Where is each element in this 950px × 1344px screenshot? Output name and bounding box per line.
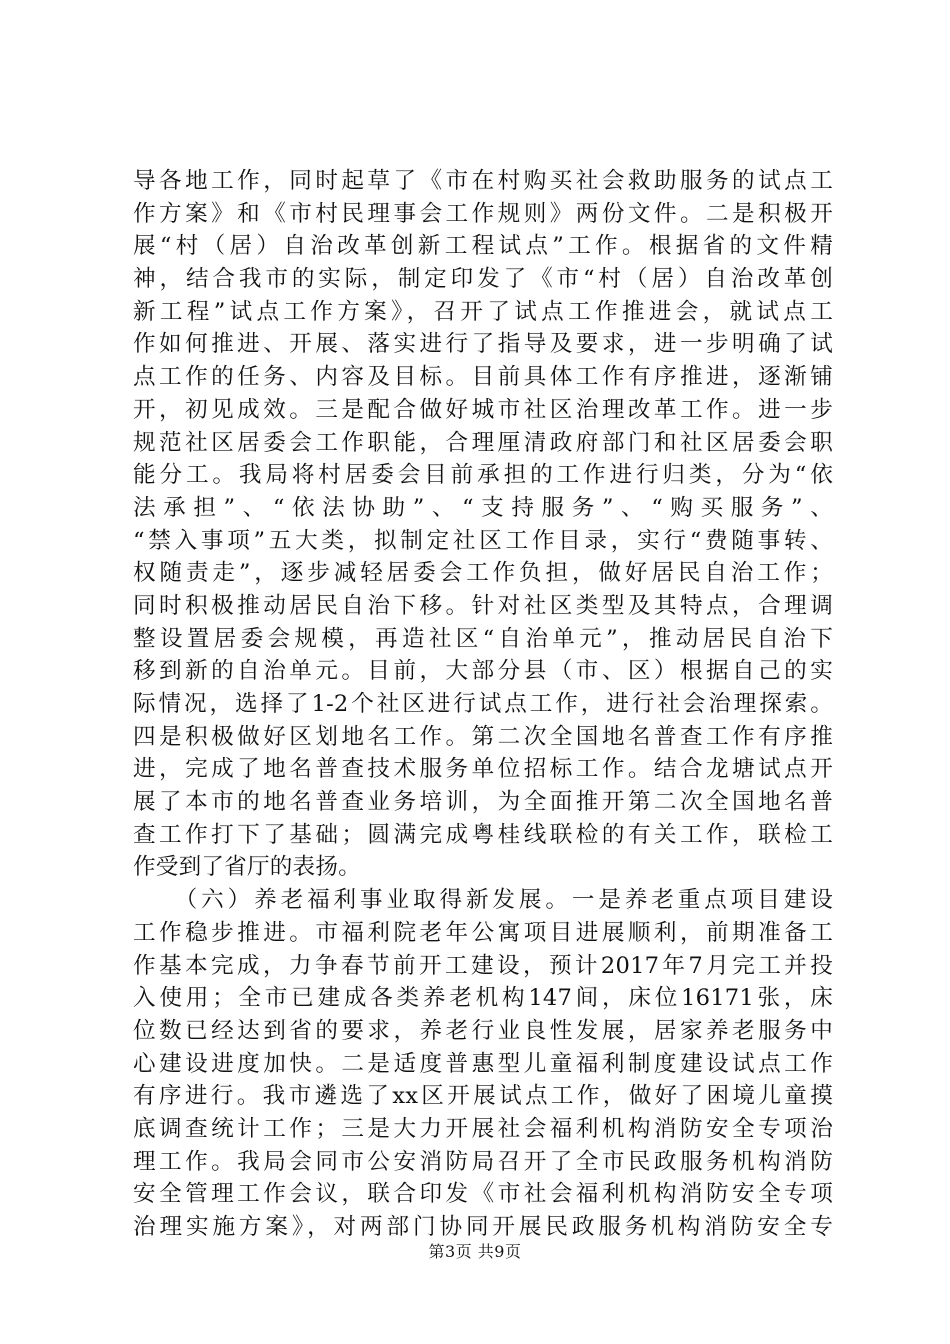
text-line: 能分工。我局将村居委会目前承担的工作进行归类，分为“依 — [133, 462, 833, 489]
text-line: 新工程”试点工作方案》，召开了试点工作推进会，就试点工 — [133, 298, 833, 325]
text-line: 作如何推进、开展、落实进行了指导及要求，进一步明确了试 — [133, 331, 833, 358]
text-line: 位数已经达到省的要求，养老行业良性发展，居家养老服务中 — [133, 1017, 833, 1044]
text-line: 神，结合我市的实际，制定印发了《市“村（居）自治改革创 — [133, 266, 833, 293]
text-line: 底调查统计工作；三是大力开展社会福利机构消防安全专项治 — [133, 1115, 833, 1142]
text-line: 作方案》和《市村民理事会工作规则》两份文件。二是积极开 — [133, 200, 833, 227]
body-text — [133, 165, 833, 1244]
text-line: 移到新的自治单元。目前，大部分县（市、区）根据自己的实 — [133, 658, 833, 685]
text-line: 查工作打下了基础；圆满完成粤桂线联检的有关工作，联检工 — [133, 821, 833, 848]
text-line: 规范社区居委会工作职能，合理厘清政府部门和社区居委会职 — [133, 429, 833, 456]
text-line: 整设置居委会规模，再造社区“自治单元”，推动居民自治下 — [133, 625, 833, 652]
text-line: 同时积极推动居民自治下移。针对社区类型及其特点，合理调 — [133, 592, 833, 619]
text-line: 四是积极做好区划地名工作。第二次全国地名普查工作有序推 — [133, 723, 833, 750]
text-line: 展了本市的地名普查业务培训，为全面推开第二次全国地名普 — [133, 789, 833, 816]
text-line: 进，完成了地名普查技术服务单位招标工作。结合龙塘试点开 — [133, 756, 833, 783]
paragraph-start-line: （六）养老福利事业取得新发展。一是养老重点项目建设 — [133, 887, 833, 914]
text-line: 法承担”、“依法协助”、“支持服务”、“购买服务”、 — [133, 494, 833, 521]
text-line: 权随责走”，逐步减轻居委会工作负担，做好居民自治工作； — [133, 560, 833, 587]
text-line: 入使用；全市已建成各类养老机构147间，床位16171张，床 — [133, 985, 833, 1012]
page-number-footer: 第3页 共9页 — [428, 1242, 522, 1261]
text-line: 导各地工作，同时起草了《市在村购买社会救助服务的试点工 — [133, 168, 833, 194]
text-line: 心建设进度加快。二是适度普惠型儿童福利制度建设试点工作 — [133, 1050, 833, 1077]
text-line: “禁入事项”五大类，拟制定社区工作目录，实行“费随事转、 — [133, 527, 833, 554]
text-line: 点工作的任务、内容及目标。目前具体工作有序推进，逐渐铺 — [133, 364, 833, 391]
text-line: 安全管理工作会议，联合印发《市社会福利机构消防安全专项 — [133, 1181, 833, 1208]
text-line: 际情况，选择了1-2个社区进行试点工作，进行社会治理探索。 — [133, 691, 833, 717]
text-line: 作基本完成，力争春节前开工建设，预计2017年7月完工并投 — [133, 952, 833, 979]
text-line: 有序进行。我市遴选了xx区开展试点工作，做好了困境儿童摸 — [133, 1083, 833, 1110]
text-line: 作受到了省厅的表扬。 — [133, 854, 361, 881]
text-line: 展“村（居）自治改革创新工程试点”工作。根据省的文件精 — [133, 233, 833, 260]
text-line: 工作稳步推进。市福利院老年公寓项目进展顺利，前期准备工 — [133, 919, 833, 946]
text-line: 理工作。我局会同市公安消防局召开了全市民政服务机构消防 — [133, 1148, 833, 1175]
text-line: 治理实施方案》，对两部门协同开展民政服务机构消防安全专 — [133, 1214, 833, 1240]
text-line: 开，初见成效。三是配合做好城市社区治理改革工作。进一步 — [133, 396, 833, 423]
